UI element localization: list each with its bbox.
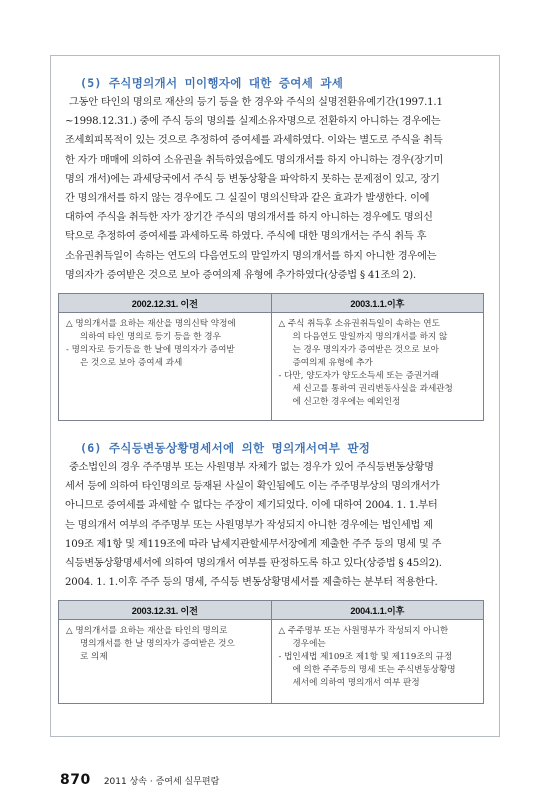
cell-line: 로 의제 xyxy=(80,652,108,662)
cell-line: 세 신고를 통하여 권리변동사실을 과세관청 xyxy=(292,384,453,394)
table-cell-after xyxy=(271,620,484,704)
table-header-after: 2003.1.1.이후 xyxy=(271,294,484,313)
paragraph-line: ~1998.12.31.) 중에 주식 등의 명의를 실제소유자명으로 전환하지 아니하는 경우에는 xyxy=(65,116,441,128)
section-5-paragraph xyxy=(65,93,485,285)
section-5-heading: (5) 주식명의개서 미이행자에 대한 증여세 과세 xyxy=(80,76,344,90)
page-number: 870 xyxy=(60,772,91,788)
cell-line: △ 주주명부 또는 사원명부가 작성되지 아니한 xyxy=(278,626,449,636)
comparison-table-6 xyxy=(58,600,484,704)
cell-line: - 명의자로 등기등을 한 날에 명의자가 증여받 xyxy=(66,345,235,355)
cell-line: - 법인세법 제109조 제1항 및 제119조의 규정 xyxy=(278,652,453,662)
table-header-row xyxy=(59,294,484,313)
paragraph-line: 중소법인의 경우 주주명부 또는 사원명부 자체가 없는 경우가 있어 주식등변동상황명 xyxy=(69,462,434,473)
table-header-before: 2002.12.31. 이전 xyxy=(59,294,272,313)
paragraph-line: 명의 개서)에는 과세당국에서 주식 등 변동상황을 파악하지 못하는 문제점이 있고, 장기 xyxy=(65,173,440,185)
table-row xyxy=(59,620,484,704)
table-header-after: 2004.1.1.이후 xyxy=(271,601,484,620)
paragraph-line: 한 자가 매매에 의하여 소유권을 취득하였음에도 명의개서를 하지 아니하는 경우(장기미 xyxy=(65,154,444,166)
cell-line: 은 것으로 보아 증여세 과세 xyxy=(80,358,183,368)
paragraph-line: 2004. 1. 1.이후 주주 등의 명세, 주식등 변동상황명세서를 제출하는 분부터 적용한다. xyxy=(65,577,438,589)
cell-line: - 다만, 양도자가 양도소득세 또는 증권거래 xyxy=(278,371,439,381)
paragraph-line: 세서 등에 의하여 타인명의로 등재된 사실이 확인됨에도 이는 주주명부상의 명의개서가 xyxy=(65,481,440,493)
cell-line: 의 다음연도 말일까지 명의개서를 하지 않 xyxy=(292,332,448,342)
paragraph-line: 그동안 타인의 명의로 재산의 등기 등을 한 경우와 주식의 실명전환유예기간(1997.1.1 xyxy=(69,97,443,108)
cell-line: 의하여 타인 명의로 등기 등을 한 경우 xyxy=(80,332,221,342)
paragraph-line: 간 명의개서를 하지 않는 경우에도 그 실질이 명의신탁과 같은 효과가 발생한다. 이에 xyxy=(65,193,430,205)
cell-line: 경우에는 xyxy=(292,639,326,649)
cell-line: 세서에 의하여 명의개서 여부 판정 xyxy=(292,678,420,688)
paragraph-line: 109조 제1항 및 제119조에 따라 납세지관할세무서장에게 제출한 주주 등의 명세 및 주 xyxy=(65,538,442,550)
paragraph-line: 조세회피목적이 있는 것으로 추정하여 증여세를 과세하였다. 이와는 별도로 주식을 취득 xyxy=(65,135,443,147)
table-row xyxy=(59,313,484,421)
cell-line: 에 신고한 경우에는 예외인정 xyxy=(292,397,401,407)
paragraph-line: 명의자가 증여받은 것으로 보아 증여의제 유형에 추가하였다(상증법 § 41조의 2). xyxy=(65,269,416,281)
paragraph-line: 식등변동상황명세서에 의하여 명의개서 여부를 판정하도록 하고 있다(상증법 § 45의2). xyxy=(65,558,442,570)
cell-line: △ 주식 취득후 소유권취득일이 속하는 연도 xyxy=(278,319,440,329)
paragraph-line: 소유권취득일이 속하는 연도의 다음연도의 말일까지 명의개서를 하지 아니한 경우에는 xyxy=(65,250,437,262)
book-title: 2011 상속 · 증여세 실무편람 xyxy=(103,777,220,787)
cell-line: 명의개서를 한 날 명의자가 증여받은 것으 xyxy=(80,639,235,649)
paragraph-line: 탁으로 추정하여 증여세를 과세하도록 하였다. 주식에 대한 명의개서는 주식 취득 후 xyxy=(65,231,427,243)
cell-line: 는 경우 명의자가 증여받은 것으로 보아 xyxy=(292,345,439,355)
cell-line: △ 명의개서를 요하는 재산을 명의신탁 약정에 xyxy=(66,319,236,329)
cell-line: 에 의한 주주등의 명세 또는 주식변동상황명 xyxy=(292,665,456,675)
section-6-heading: (6) 주식등변동상황명세서에 의한 명의개서여부 판정 xyxy=(80,441,371,455)
page-footer xyxy=(60,769,219,788)
paragraph-line: 아니므로 증여세를 과세할 수 없다는 주장이 제기되었다. 이에 대하여 2004. 1. 1.부터 xyxy=(65,500,438,512)
comparison-table-5 xyxy=(58,293,484,421)
table-cell-after xyxy=(271,313,484,421)
table-cell-before xyxy=(59,313,272,421)
section-6-paragraph xyxy=(65,458,485,592)
cell-line: △ 명의개서를 요하는 재산을 타인의 명의로 xyxy=(66,626,228,636)
table-header-row xyxy=(59,601,484,620)
paragraph-line: 는 명의개서 여부의 주주명부 또는 사원명부가 작성되지 아니한 경우에는 법인세법 제 xyxy=(65,519,433,531)
paragraph-line: 대하여 주식을 취득한 자가 장기간 주식의 명의개서를 하지 아니하는 경우에도 명의신 xyxy=(65,212,433,224)
cell-line: 증여의제 유형에 추가 xyxy=(292,358,373,368)
table-header-before: 2003.12.31. 이전 xyxy=(59,601,272,620)
table-cell-before xyxy=(59,620,272,704)
